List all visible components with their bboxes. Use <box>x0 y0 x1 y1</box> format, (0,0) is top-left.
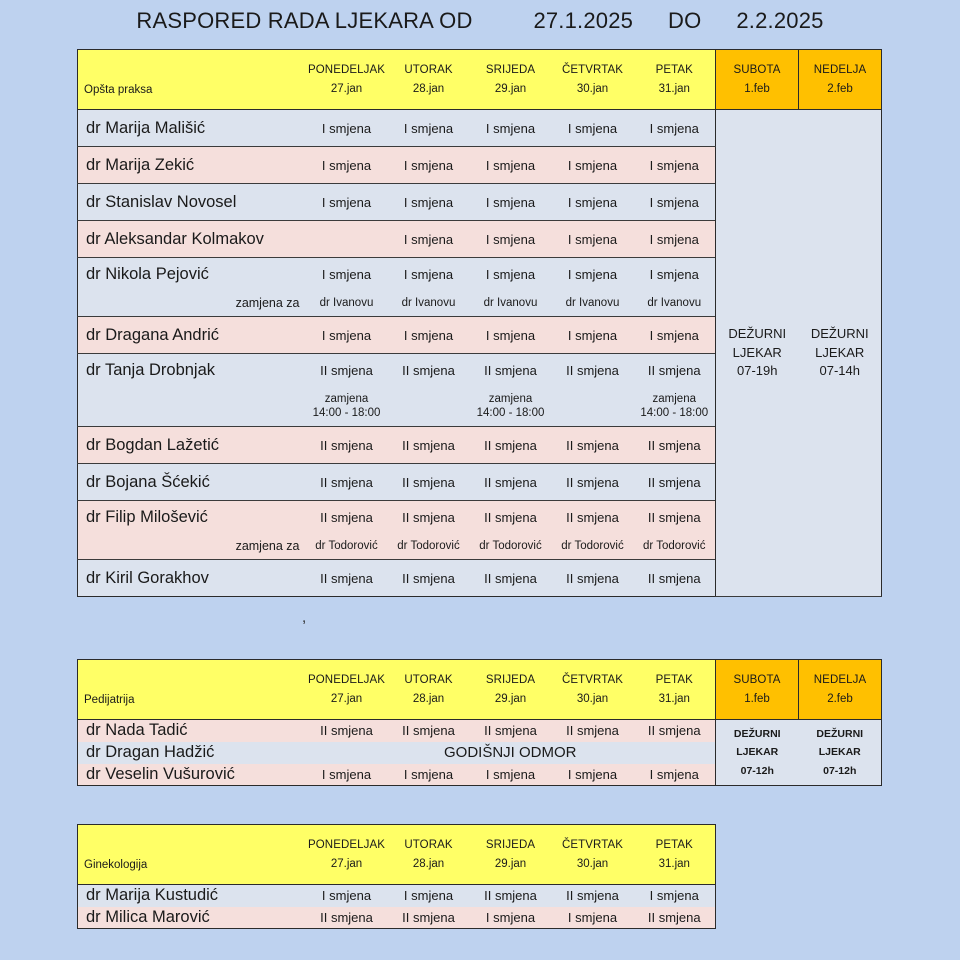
shift-cell: II smjena <box>634 501 716 534</box>
shift-cell: I smjena <box>634 221 716 258</box>
doctor-name: dr Dragan Hadžić <box>78 742 306 764</box>
shift-cell: II smjena <box>552 464 634 501</box>
duty-label-line1: DEŽURNI <box>810 325 869 341</box>
column-header-ponedeljak <box>306 825 388 885</box>
duty-cell-sunday <box>799 110 882 597</box>
duty-label-line2: LJEKAR <box>732 344 782 360</box>
shift-cell: I smjena <box>388 317 470 354</box>
column-header-subota <box>716 50 799 110</box>
shift-cell: I smjena <box>552 907 634 929</box>
weekday-name: ČETVRTAK <box>561 64 624 76</box>
title-date-to: 2.2.2025 <box>736 8 824 33</box>
duty-cell-saturday <box>716 110 799 597</box>
shift-cell: I smjena <box>552 147 634 184</box>
column-header-nedelja <box>799 660 882 720</box>
weekend-name: NEDELJA <box>813 674 867 686</box>
shift-cell: II smjena <box>470 464 552 501</box>
doctor-name: dr Tanja Drobnjak <box>78 354 306 387</box>
column-header-petak <box>634 660 716 720</box>
weekday-name: ČETVRTAK <box>561 839 624 851</box>
weekday-name: PETAK <box>655 674 693 686</box>
duty-cell-sunday <box>799 720 882 786</box>
weekday-date: 30.jan <box>576 858 609 870</box>
shift-cell: I smjena <box>552 258 634 291</box>
duty-hours: 07-12h <box>740 764 774 777</box>
doctor-name: dr Bojana Šćekić <box>78 464 306 501</box>
shift-cell: II smjena <box>388 560 470 597</box>
shift-cell: II smjena <box>552 560 634 597</box>
shift-cell: II smjena <box>388 501 470 534</box>
column-header-utorak <box>388 50 470 110</box>
shift-cell: II smjena <box>306 560 388 597</box>
shift-cell: I smjena <box>306 147 388 184</box>
doctor-name: dr Marija Mališić <box>78 110 306 147</box>
duty-label-line2: LJEKAR <box>818 746 861 759</box>
substitute-cell: dr Ivanovu <box>634 291 716 317</box>
weekday-date: 29.jan <box>494 858 527 870</box>
shift-cell: II smjena <box>552 354 634 387</box>
weekday-date: 31.jan <box>658 693 690 705</box>
weekday-date: 30.jan <box>576 83 609 95</box>
shift-cell: I smjena <box>306 110 388 147</box>
title-heading: RASPORED RADA LJEKARA OD <box>136 8 473 33</box>
weekend-name: SUBOTA <box>733 64 781 76</box>
weekday-date: 28.jan <box>412 693 445 705</box>
column-header-srijeda <box>470 50 552 110</box>
shift-cell: II smjena <box>470 885 552 907</box>
substitute-time: 14:00 - 18:00 <box>312 407 381 420</box>
shift-cell: II smjena <box>306 427 388 464</box>
shift-cell: II smjena <box>388 720 470 742</box>
weekday-date: 27.jan <box>330 858 363 870</box>
weekend-date: 2.feb <box>827 83 853 95</box>
weekday-name: UTORAK <box>404 839 453 851</box>
weekday-date: 29.jan <box>494 693 527 705</box>
doctor-name: dr Marija Kustudić <box>78 885 306 907</box>
substitute-label: zamjena za <box>78 534 306 560</box>
shift-cell: I smjena <box>552 184 634 221</box>
substitute-label <box>78 387 306 427</box>
weekend-name: NEDELJA <box>813 64 867 76</box>
shift-cell: I smjena <box>470 907 552 929</box>
shift-cell: I smjena <box>634 110 716 147</box>
substitute-cell: dr Todorović <box>306 534 388 560</box>
substitute-cell: dr Ivanovu <box>552 291 634 317</box>
table-row <box>78 885 716 907</box>
weekday-date: 28.jan <box>412 83 445 95</box>
column-header-subota <box>716 660 799 720</box>
substitute-time: 14:00 - 18:00 <box>476 407 545 420</box>
shift-cell: II smjena <box>552 427 634 464</box>
shift-cell: II smjena <box>634 354 716 387</box>
shift-cell: I smjena <box>388 221 470 258</box>
column-header-petak <box>634 825 716 885</box>
doctor-name: dr Aleksandar Kolmakov <box>78 221 306 258</box>
shift-cell: I smjena <box>634 258 716 291</box>
weekday-name: SRIJEDA <box>485 839 536 851</box>
department-label-opsta-praksa: Opšta praksa <box>78 50 306 110</box>
table-header-row <box>78 50 882 110</box>
shift-cell: I smjena <box>388 764 470 786</box>
table-header-row <box>78 660 882 720</box>
duty-label-line1: DEŽURNI <box>728 325 787 341</box>
schedule-table-opsta-praksa <box>77 49 882 597</box>
substitute-cell <box>470 387 552 427</box>
shift-cell: I smjena <box>388 885 470 907</box>
shift-cell: I smjena <box>306 184 388 221</box>
title-date-from: 27.1.2025 <box>533 8 634 33</box>
title-connector: DO <box>668 8 702 33</box>
column-header-srijeda <box>470 660 552 720</box>
shift-cell: I smjena <box>634 885 716 907</box>
substitute-cell: dr Todorović <box>552 534 634 560</box>
weekday-name: PONEDELJAK <box>307 64 386 76</box>
shift-cell: I smjena <box>470 221 552 258</box>
shift-cell: II smjena <box>388 907 470 929</box>
column-header-utorak <box>388 660 470 720</box>
shift-cell: I smjena <box>552 110 634 147</box>
duty-cell-saturday <box>716 720 799 786</box>
duty-hours: 07-12h <box>823 764 857 777</box>
shift-cell: II smjena <box>388 354 470 387</box>
substitute-cell: dr Todorović <box>470 534 552 560</box>
column-header-cetvrtak <box>552 50 634 110</box>
shift-cell: I smjena <box>634 147 716 184</box>
weekday-name: UTORAK <box>404 674 453 686</box>
vacation-cell: GODIŠNJI ODMOR <box>306 742 716 764</box>
doctor-name: dr Milica Marović <box>78 907 306 929</box>
shift-cell: I smjena <box>634 764 716 786</box>
shift-cell: II smjena <box>634 907 716 929</box>
substitute-cell <box>388 387 470 427</box>
weekday-date: 27.jan <box>330 83 363 95</box>
shift-cell: I smjena <box>388 258 470 291</box>
shift-cell: II smjena <box>306 464 388 501</box>
weekday-name: UTORAK <box>404 64 453 76</box>
weekend-date: 2.feb <box>827 693 853 705</box>
doctor-name: dr Stanislav Novosel <box>78 184 306 221</box>
weekend-date: 1.feb <box>744 693 770 705</box>
schedule-table-ginekologija <box>77 824 716 929</box>
shift-cell: I smjena <box>470 764 552 786</box>
stray-mark: , <box>302 609 307 626</box>
substitute-cell: dr Todorović <box>388 534 470 560</box>
shift-cell: I smjena <box>470 317 552 354</box>
column-header-cetvrtak <box>552 825 634 885</box>
weekday-name: PETAK <box>655 64 693 76</box>
weekend-name: SUBOTA <box>733 674 781 686</box>
weekday-name: ČETVRTAK <box>561 674 624 686</box>
weekday-name: SRIJEDA <box>485 674 536 686</box>
shift-cell: II smjena <box>552 501 634 534</box>
shift-cell: I smjena <box>552 764 634 786</box>
shift-cell: II smjena <box>552 720 634 742</box>
weekday-name: PONEDELJAK <box>307 674 386 686</box>
department-label-pedijatrija: Pedijatrija <box>78 660 306 720</box>
duty-label-line1: DEŽURNI <box>816 727 864 740</box>
shift-cell: II smjena <box>634 560 716 597</box>
weekday-name: SRIJEDA <box>485 64 536 76</box>
column-header-ponedeljak <box>306 660 388 720</box>
shift-cell: II smjena <box>634 720 716 742</box>
weekday-date: 30.jan <box>576 693 609 705</box>
substitute-cell <box>634 387 716 427</box>
duty-label-line2: LJEKAR <box>736 746 779 759</box>
shift-cell: I smjena <box>388 184 470 221</box>
shift-cell: I smjena <box>306 885 388 907</box>
shift-cell <box>306 221 388 258</box>
shift-cell: II smjena <box>552 885 634 907</box>
doctor-name: dr Dragana Andrić <box>78 317 306 354</box>
column-header-petak <box>634 50 716 110</box>
shift-cell: II smjena <box>388 464 470 501</box>
substitute-word: zamjena <box>652 392 696 405</box>
schedule-table-pedijatrija <box>77 659 882 786</box>
weekday-name: PONEDELJAK <box>307 839 386 851</box>
doctor-name: dr Bogdan Lažetić <box>78 427 306 464</box>
weekday-date: 29.jan <box>494 83 527 95</box>
substitute-cell: dr Ivanovu <box>306 291 388 317</box>
shift-cell: II smjena <box>470 560 552 597</box>
column-header-cetvrtak <box>552 660 634 720</box>
doctor-name: dr Veselin Vušurović <box>78 764 306 786</box>
shift-cell: I smjena <box>634 317 716 354</box>
shift-cell: II smjena <box>634 427 716 464</box>
table-header-row <box>78 825 716 885</box>
weekend-date: 1.feb <box>744 83 770 95</box>
substitute-word: zamjena <box>324 392 369 405</box>
shift-cell: II smjena <box>306 501 388 534</box>
weekday-date: 31.jan <box>658 858 690 870</box>
shift-cell: II smjena <box>470 354 552 387</box>
substitute-cell <box>306 387 388 427</box>
shift-cell: II smjena <box>470 427 552 464</box>
shift-cell: I smjena <box>634 184 716 221</box>
shift-cell: II smjena <box>470 501 552 534</box>
shift-cell: I smjena <box>552 221 634 258</box>
weekday-date: 27.jan <box>330 693 363 705</box>
department-label-ginekologija: Ginekologija <box>78 825 306 885</box>
duty-label-line2: LJEKAR <box>815 344 865 360</box>
substitute-cell: dr Todorović <box>634 534 716 560</box>
table-row <box>78 110 882 147</box>
duty-label-line1: DEŽURNI <box>733 727 781 740</box>
substitute-cell: dr Ivanovu <box>388 291 470 317</box>
page-title <box>0 8 960 34</box>
doctor-name: dr Filip Milošević <box>78 501 306 534</box>
column-header-nedelja <box>799 50 882 110</box>
column-header-ponedeljak <box>306 50 388 110</box>
doctor-name: dr Marija Zekić <box>78 147 306 184</box>
shift-cell: I smjena <box>470 184 552 221</box>
duty-hours: 07-14h <box>819 363 860 379</box>
shift-cell: II smjena <box>634 464 716 501</box>
shift-cell: II smjena <box>306 720 388 742</box>
doctor-name: dr Nada Tadić <box>78 720 306 742</box>
shift-cell: II smjena <box>306 907 388 929</box>
doctor-name: dr Nikola Pejović <box>78 258 306 291</box>
weekday-date: 31.jan <box>658 83 690 95</box>
shift-cell: II smjena <box>388 427 470 464</box>
substitute-word: zamjena <box>488 392 533 405</box>
table-row <box>78 720 882 742</box>
shift-cell: I smjena <box>388 147 470 184</box>
doctor-name: dr Kiril Gorakhov <box>78 560 306 597</box>
column-header-utorak <box>388 825 470 885</box>
substitute-time: 14:00 - 18:00 <box>640 407 709 420</box>
shift-cell: I smjena <box>306 258 388 291</box>
shift-cell: I smjena <box>470 110 552 147</box>
weekday-name: PETAK <box>655 839 693 851</box>
shift-cell: I smjena <box>306 764 388 786</box>
shift-cell: I smjena <box>306 317 388 354</box>
shift-cell: II smjena <box>306 354 388 387</box>
weekday-date: 28.jan <box>412 858 445 870</box>
substitute-label: zamjena za <box>78 291 306 317</box>
shift-cell: I smjena <box>552 317 634 354</box>
substitute-cell <box>552 387 634 427</box>
shift-cell: I smjena <box>470 258 552 291</box>
column-header-srijeda <box>470 825 552 885</box>
shift-cell: I smjena <box>470 147 552 184</box>
shift-cell: I smjena <box>388 110 470 147</box>
duty-hours: 07-19h <box>737 363 778 379</box>
table-row <box>78 907 716 929</box>
substitute-cell: dr Ivanovu <box>470 291 552 317</box>
shift-cell: II smjena <box>470 720 552 742</box>
